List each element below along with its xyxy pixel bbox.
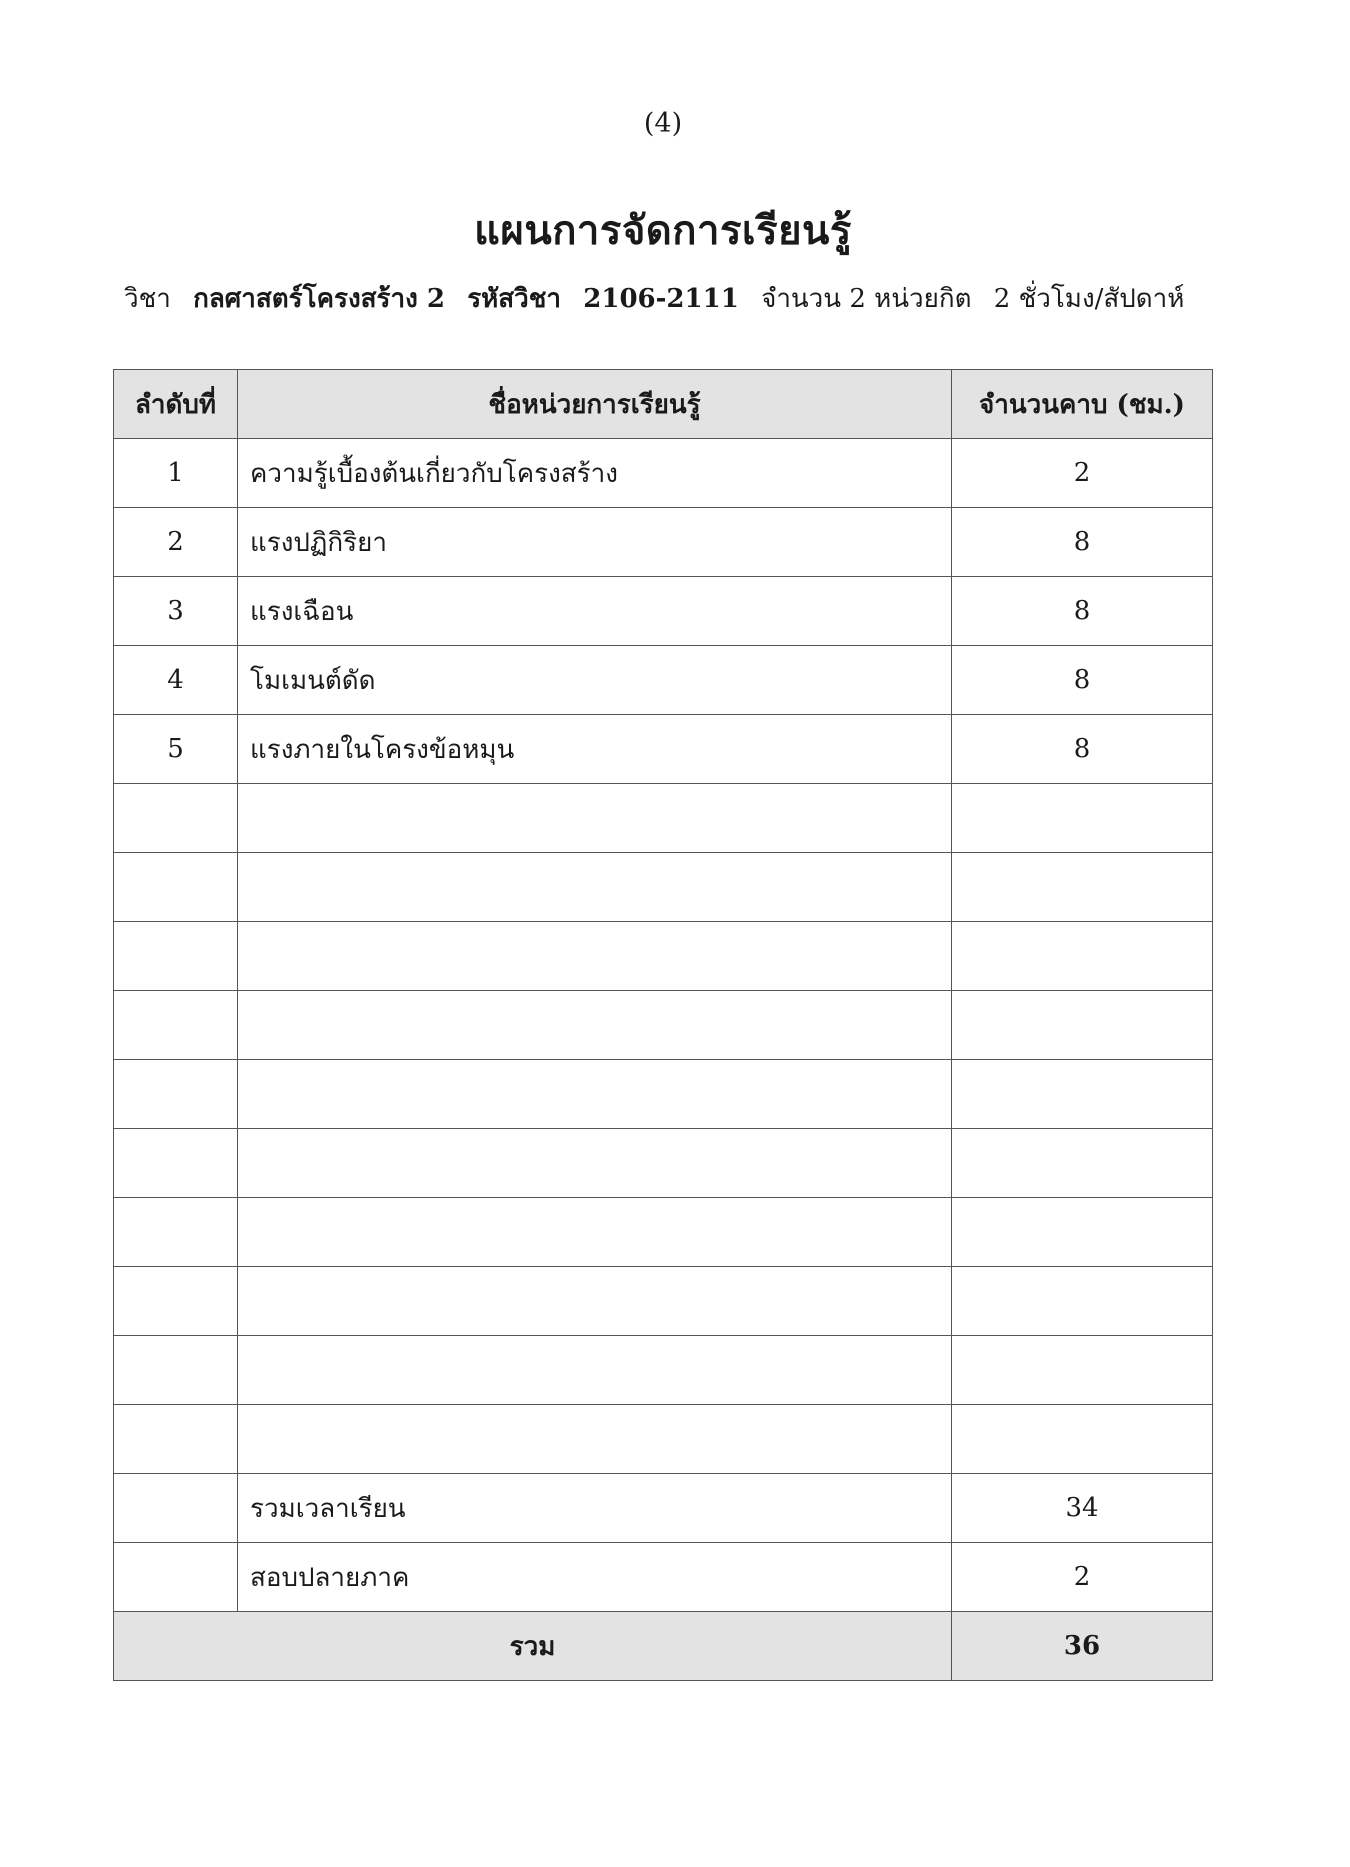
learning-plan-table — [113, 369, 1213, 1681]
table-row — [114, 715, 1213, 784]
row-unit-name: แรงปฏิกิริยา — [238, 508, 952, 577]
row-unit-name — [238, 853, 952, 922]
table-row — [114, 1543, 1213, 1612]
table-row — [114, 577, 1213, 646]
row-hours: 8 — [952, 508, 1213, 577]
row-number: 4 — [114, 646, 238, 715]
table-row — [114, 853, 1213, 922]
row-hours — [952, 1198, 1213, 1267]
row-unit-name: ความรู้เบื้องต้นเกี่ยวกับโครงสร้าง — [238, 439, 952, 508]
table-row — [114, 508, 1213, 577]
table-row — [114, 991, 1213, 1060]
row-number — [114, 1129, 238, 1198]
row-number: 3 — [114, 577, 238, 646]
row-hours: 8 — [952, 715, 1213, 784]
row-hours: 8 — [952, 646, 1213, 715]
row-hours — [952, 1060, 1213, 1129]
row-unit-name: โมเมนต์ดัด — [238, 646, 952, 715]
row-unit-name: แรงภายในโครงข้อหมุน — [238, 715, 952, 784]
row-unit-name — [238, 784, 952, 853]
row-unit-name — [238, 1129, 952, 1198]
weekly-hours: 2 ชั่วโมง/สัปดาห์ — [993, 284, 1185, 314]
total-label: รวม — [114, 1612, 952, 1681]
row-hours — [952, 991, 1213, 1060]
row-number — [114, 784, 238, 853]
row-hours — [952, 1405, 1213, 1474]
row-hours: 34 — [952, 1474, 1213, 1543]
row-unit-name — [238, 1198, 952, 1267]
document-title: แผนการจัดการเรียนรู้ — [474, 208, 852, 254]
table-row — [114, 439, 1213, 508]
row-number — [114, 1336, 238, 1405]
table-row — [114, 1336, 1213, 1405]
table-row — [114, 1474, 1213, 1543]
header-hours: จำนวนคาบ (ชม.) — [952, 370, 1213, 439]
course-code: 2106-2111 — [583, 284, 739, 314]
row-number: 1 — [114, 439, 238, 508]
row-number — [114, 1543, 238, 1612]
row-unit-name: รวมเวลาเรียน — [238, 1474, 952, 1543]
row-unit-name: สอบปลายภาค — [238, 1543, 952, 1612]
row-unit-name: แรงเฉือน — [238, 577, 952, 646]
row-number — [114, 1267, 238, 1336]
row-unit-name — [238, 991, 952, 1060]
row-unit-name — [238, 1336, 952, 1405]
credits: จำนวน 2 หน่วยกิต — [761, 284, 972, 314]
row-unit-name — [238, 922, 952, 991]
row-unit-name — [238, 1405, 952, 1474]
row-hours — [952, 1267, 1213, 1336]
total-hours: 36 — [952, 1612, 1213, 1681]
row-unit-name — [238, 1060, 952, 1129]
course-info — [124, 278, 1244, 319]
row-number: 2 — [114, 508, 238, 577]
row-number — [114, 1405, 238, 1474]
row-hours — [952, 784, 1213, 853]
total-row — [114, 1612, 1213, 1681]
row-hours: 2 — [952, 1543, 1213, 1612]
table-row — [114, 1060, 1213, 1129]
table-row — [114, 646, 1213, 715]
header-unit-name: ชื่อหน่วยการเรียนรู้ — [238, 370, 952, 439]
header-no: ลำดับที่ — [114, 370, 238, 439]
table-row — [114, 1129, 1213, 1198]
table-row — [114, 784, 1213, 853]
row-number — [114, 1474, 238, 1543]
page-number: (4) — [643, 108, 683, 139]
row-hours — [952, 1129, 1213, 1198]
subject-name: กลศาสตร์โครงสร้าง 2 — [193, 284, 445, 314]
table-row — [114, 1198, 1213, 1267]
table-row — [114, 1267, 1213, 1336]
row-hours — [952, 853, 1213, 922]
row-hours — [952, 1336, 1213, 1405]
row-number — [114, 853, 238, 922]
row-number — [114, 1198, 238, 1267]
table-header-row — [114, 370, 1213, 439]
row-number — [114, 991, 238, 1060]
row-number: 5 — [114, 715, 238, 784]
subject-label: วิชา — [124, 284, 171, 314]
row-hours — [952, 922, 1213, 991]
row-unit-name — [238, 1267, 952, 1336]
code-label: รหัสวิชา — [467, 284, 562, 314]
row-number — [114, 922, 238, 991]
table-row — [114, 922, 1213, 991]
row-hours: 2 — [952, 439, 1213, 508]
row-hours: 8 — [952, 577, 1213, 646]
table-row — [114, 1405, 1213, 1474]
row-number — [114, 1060, 238, 1129]
